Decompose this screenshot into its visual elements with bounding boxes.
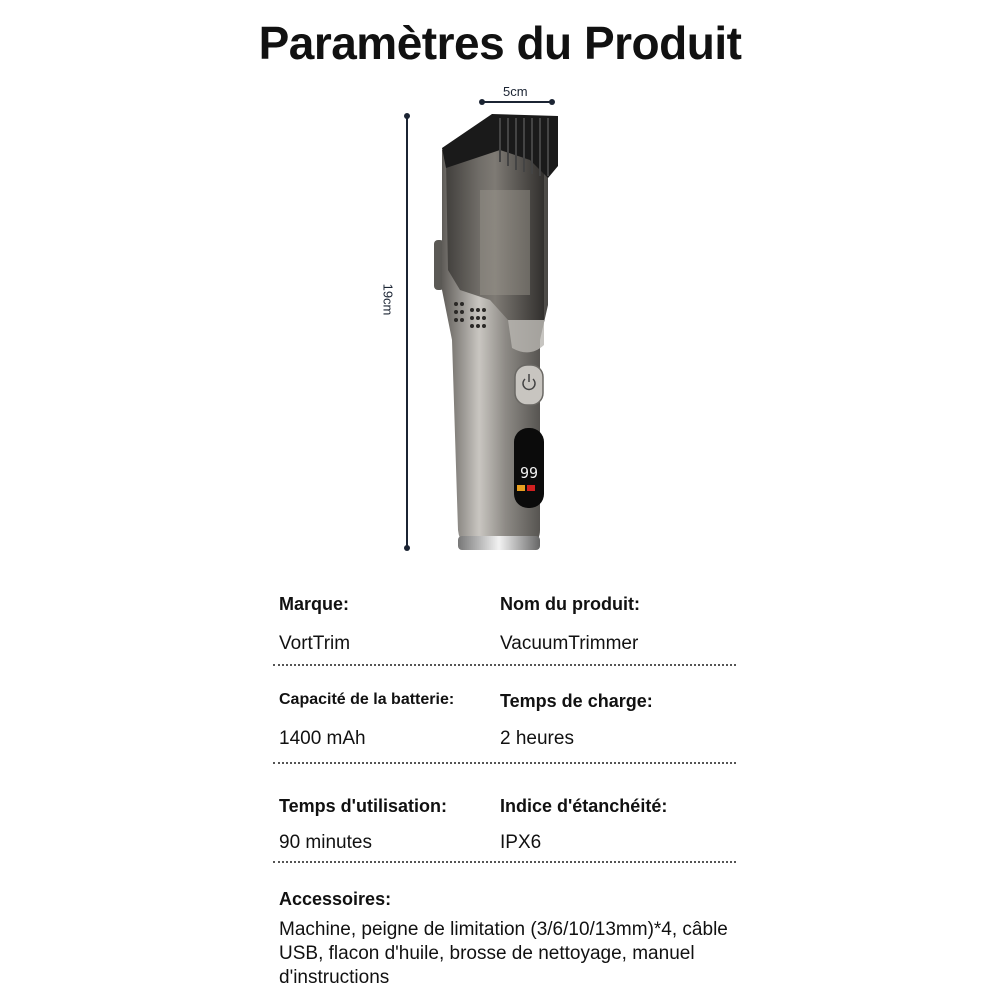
product-name-label: Nom du produit: [500,594,640,614]
product-name-value: VacuumTrimmer [500,633,639,654]
width-dimension-line [479,99,555,105]
battery-capacity-value: 1400 mAh [279,728,366,749]
power-button [515,365,543,405]
usage-time-value: 90 minutes [279,832,372,853]
height-dimension-line [404,113,410,551]
height-dimension-label: 19cm [380,283,396,316]
divider [273,861,736,863]
usage-time-label: Temps d'utilisation: [279,796,447,816]
charge-time-value: 2 heures [500,728,574,749]
width-dimension-label: 5cm [503,84,528,99]
waterproof-rating-value: IPX6 [500,832,542,853]
accessories-label: Accessoires: [279,889,392,909]
waterproof-rating-label: Indice d'étanchéité: [500,796,668,816]
battery-capacity-label: Capacité de la batterie: [279,691,455,708]
page-title: Paramètres du Produit [258,17,742,69]
hair-trimmer-image [380,90,580,560]
accessories-value: Machine, peigne de limitation (3/6/10/13mm)*4, câble USB, flacon d'huile, brosse de nettoyage, manuel d'instructions [279,919,728,988]
brand-value: VortTrim [279,633,351,654]
divider [273,664,736,666]
brand-label: Marque: [279,594,350,614]
base-ring [458,536,540,550]
divider [273,762,736,764]
display-digits: 99 [519,464,539,482]
charge-time-label: Temps de charge: [500,691,653,711]
led-display [514,428,544,508]
